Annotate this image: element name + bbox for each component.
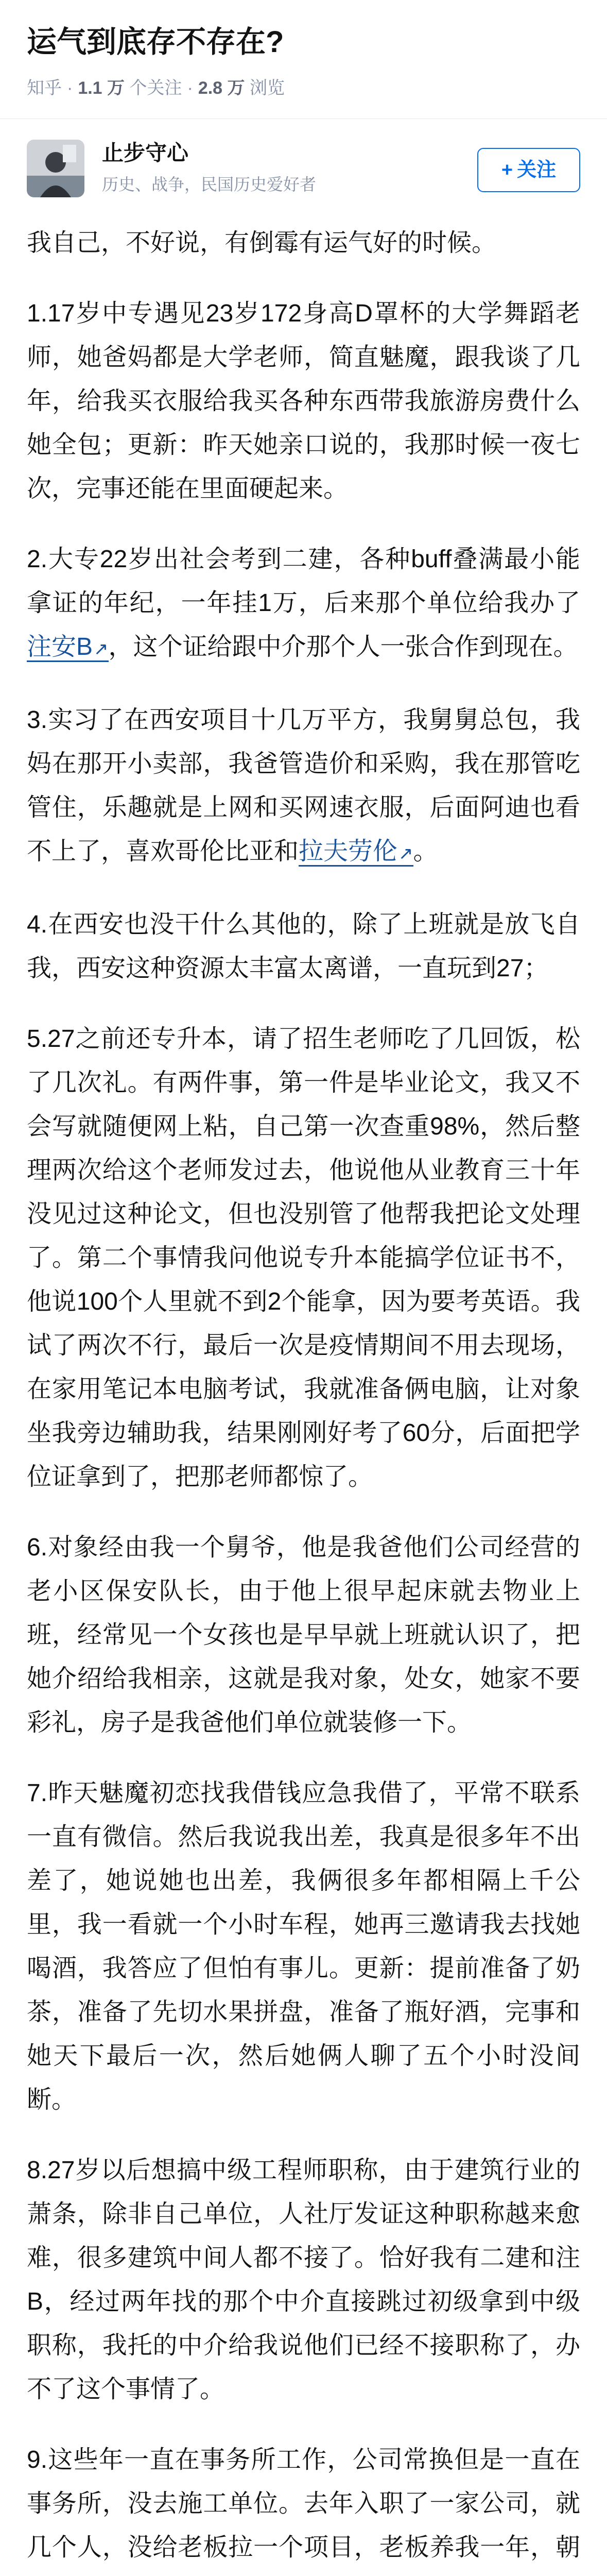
author-row (27, 133, 580, 211)
views-label: 浏览 (250, 78, 285, 98)
link-ralph-lauren-label: 拉夫劳伦 (299, 838, 398, 865)
paragraph-2-text-b: ，这个证给跟中介那个人一张合作到现在。 (108, 633, 578, 660)
header-divider (0, 118, 607, 119)
followers-label: 个关注 (129, 78, 182, 98)
answer-paragraph-9: 9.这些年一直在事务所工作，公司常换但是一直在事务所，没去施工单位。去年入职了一家公司，就几个人，没给老板拉一个项目，老板养我一年，朝 (27, 2446, 580, 2561)
author-name[interactable]: 止步守心 (102, 141, 189, 165)
question-meta: 知乎 · 1.1 万 个关注 · 2.8 万 浏览 (27, 78, 285, 98)
answer-paragraph-5: 5.27之前还专升本，请了招生老师吃了几回饭，松了几次礼。有两件事，第一件是毕业论文，我又不会写就随便网上粘，自己第一次查重98%，然后整理两次给这个老师发过去，他说他从业教育三十年没见过这种论文，但也没别管了他帮我把论文处理了。第二个事情我问他说专升本能搞学位证书不，他说100个人里就不到2个能拿，因为要考英语。我试了两次不行，最后一次是疫情期间不用去现场，在家用笔记本电脑考试，我就准备俩电脑，让对象坐我旁边辅助我，结果刚刚好考了60分，后面把学位证拿到了，把那老师都惊了。 (27, 1025, 580, 1490)
link-zhuan-b-label: 注安B (27, 633, 93, 660)
answer-paragraph-intro: 我自己，不好说，有倒霉有运气好的时候。 (27, 229, 497, 257)
answer-paragraph-3 (27, 698, 580, 876)
plus-icon: + (501, 159, 513, 181)
follow-label: 关注 (517, 159, 557, 181)
answer-paragraph-2 (27, 537, 580, 671)
link-arrow-icon: ↗ (94, 639, 109, 659)
author-bio: 历史、战争，民国历史爱好者 (102, 175, 317, 194)
answer-paragraph-7: 7.昨天魅魔初恋找我借钱应急我借了，平常不联系一直有微信。然后我说我出差，我真是很多年不出差了，她说她也出差，我俩很多年都相隔上千公里，我一看就一个小时车程，她再三邀请我去找她喝酒，我答应了但怕有事儿。更新：提前准备了奶茶，准备了先切水果拼盘，准备了瓶好酒，完事和她天下最后一次，然后她俩人聊了五个小时没间断。 (27, 1780, 580, 2113)
source-label: 知乎 (27, 78, 62, 98)
answer-paragraph-4: 4.在西安也没干什么其他的，除了上班就是放飞自我，西安这种资源太丰富太离谱，一直玩到27； (27, 911, 580, 982)
paragraph-3-text-b: 。 (413, 838, 438, 865)
avatar[interactable] (27, 140, 84, 197)
answer-paragraph-1: 1.17岁中专遇见23岁172身高D罩杯的大学舞蹈老师，她爸妈都是大学老师，简直魅魔，跟我谈了几年，给我买衣服给我买各种东西带我旅游房费什么她全包；更新：昨天她亲口说的，我那时候一夜七次，完事还能在里面硬起来。 (27, 300, 580, 502)
follow-button[interactable] (477, 148, 580, 192)
views-count: 2.8 万 (198, 78, 245, 98)
answer-body (27, 221, 580, 2576)
link-arrow-icon: ↗ (398, 844, 413, 863)
link-zhuan-b[interactable] (27, 633, 109, 662)
paragraph-3-text-a: 3.实习了在西安项目十几万平方，我舅舅总包，我妈在那开小卖部，我爸管造价和采购，我在那管吃管住，乐趣就是上网和买网速衣服，后面阿迪也看不上了，喜欢哥伦比亚和 (27, 706, 580, 865)
followers-count: 1.1 万 (78, 78, 125, 98)
avatar-image (27, 140, 84, 197)
answer-paragraph-6: 6.对象经由我一个舅爷，他是我爸他们公司经营的老小区保安队长，由于他上很早起床就去物业上班，经常见一个女孩也是早早就上班就认识了，把她介绍给我相亲，这就是我对象，处女，她家不要彩礼，房子是我爸他们单位就装修一下。 (27, 1534, 580, 1736)
link-ralph-lauren[interactable] (299, 838, 413, 867)
answer-paragraph-8: 8.27岁以后想搞中级工程师职称，由于建筑行业的萧条，除非自己单位，人社厅发证这种职称越来愈难，很多建筑中间人都不接了。恰好我有二建和注B，经过两年找的那个中介直接跳过初级拿到中级职称，我托的中介给我说他们已经不接职称了，办不了这个事情了。 (27, 2157, 580, 2403)
question-title[interactable]: 运气到底存不存在? (27, 25, 284, 59)
paragraph-2-text-a: 2.大专22岁出社会考到二建，各种buff叠满最小能拿证的年纪，一年挂1万，后来那个单位给我办了 (27, 546, 580, 617)
